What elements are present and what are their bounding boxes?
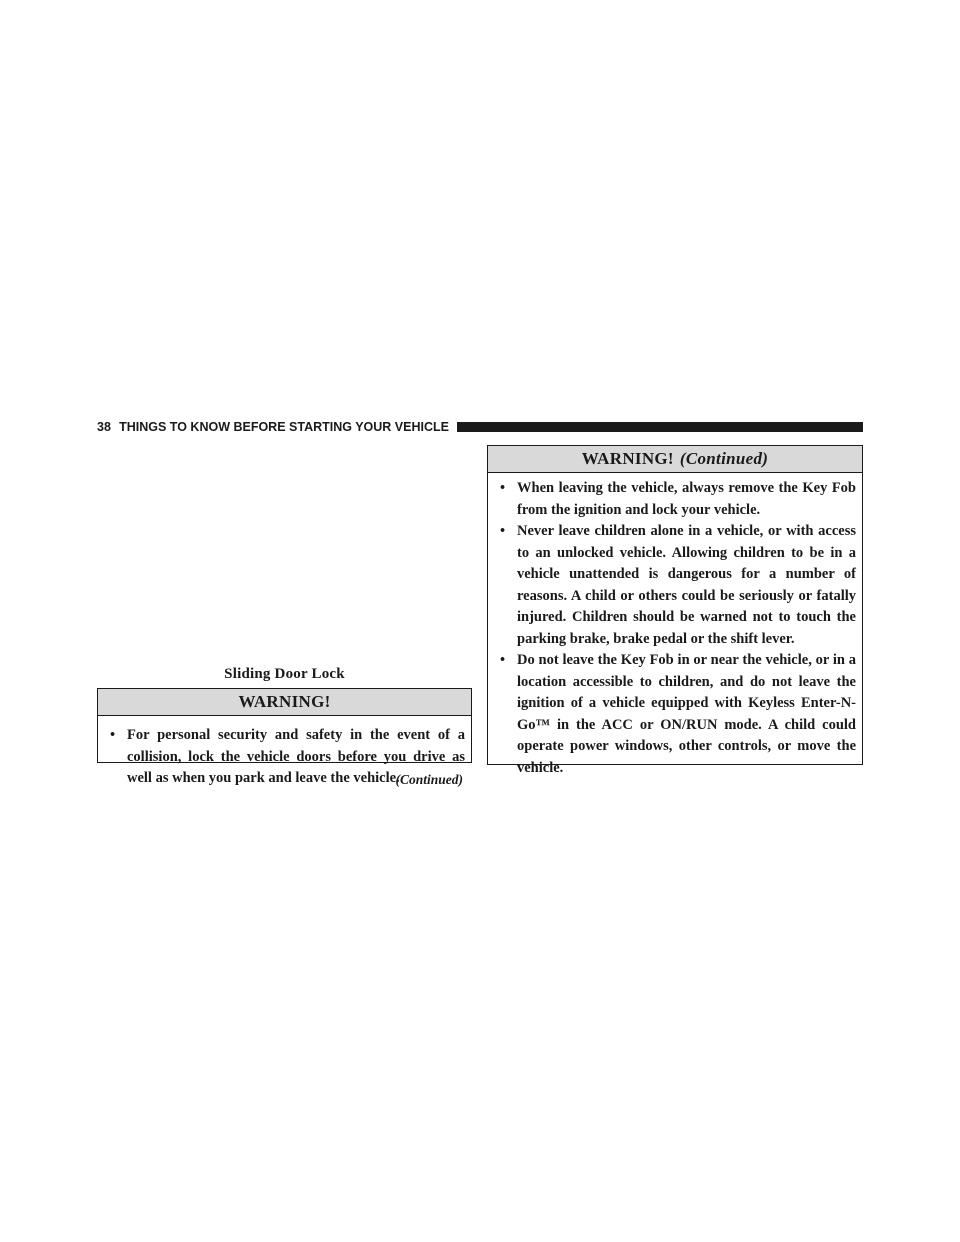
bullet-icon: • [500, 652, 506, 668]
bullet-icon: • [110, 727, 116, 743]
warning-item [488, 478, 862, 521]
warning-title [488, 446, 862, 473]
warning-list [488, 473, 862, 779]
section-title: THINGS TO KNOW BEFORE STARTING YOUR VEHICLE [119, 420, 449, 434]
warning-item-text: Never leave children alone in a vehicle, or with access to an unlocked vehicle. Allowing children to be in a vehicle unattended is dangerous for a number of reasons. A child or others could be seriously or fatally injured. Children should be warned not to touch the parking brake, brake pedal or the shift lever. [517, 523, 856, 647]
warning-item [488, 521, 862, 650]
warning-title-continued: (Continued) [679, 449, 769, 468]
continued-note: (Continued) [395, 772, 463, 787]
warning-item [488, 650, 862, 779]
warning-title [98, 689, 471, 716]
warning-title-text: WARNING! [581, 449, 674, 468]
page-number: 38 [97, 420, 112, 434]
page-header [97, 419, 863, 435]
figure-caption: Sliding Door Lock [224, 666, 345, 682]
warning-title-text: WARNING! [238, 692, 331, 711]
warning-item-text: Do not leave the Key Fob in or near the vehicle, or in a location accessible to children, and do not leave the ignition of a vehicle equipped with Keyless Enter-N-Go™ in the ACC or ON/RUN mode. A child could operate power windows, other controls, or move the vehicle. [517, 652, 856, 776]
warning-box-right [487, 445, 863, 776]
header-rule [457, 422, 863, 432]
warning-item-text: For personal security and safety in the event of a collision, lock the vehicle doors before you drive as well as when you park and leave the vehicle. [127, 727, 465, 786]
warning-item-text: When leaving the vehicle, always remove the Key Fob from the ignition and lock your vehicle. [517, 480, 856, 518]
bullet-icon: • [500, 523, 506, 539]
bullet-icon: • [500, 480, 506, 496]
